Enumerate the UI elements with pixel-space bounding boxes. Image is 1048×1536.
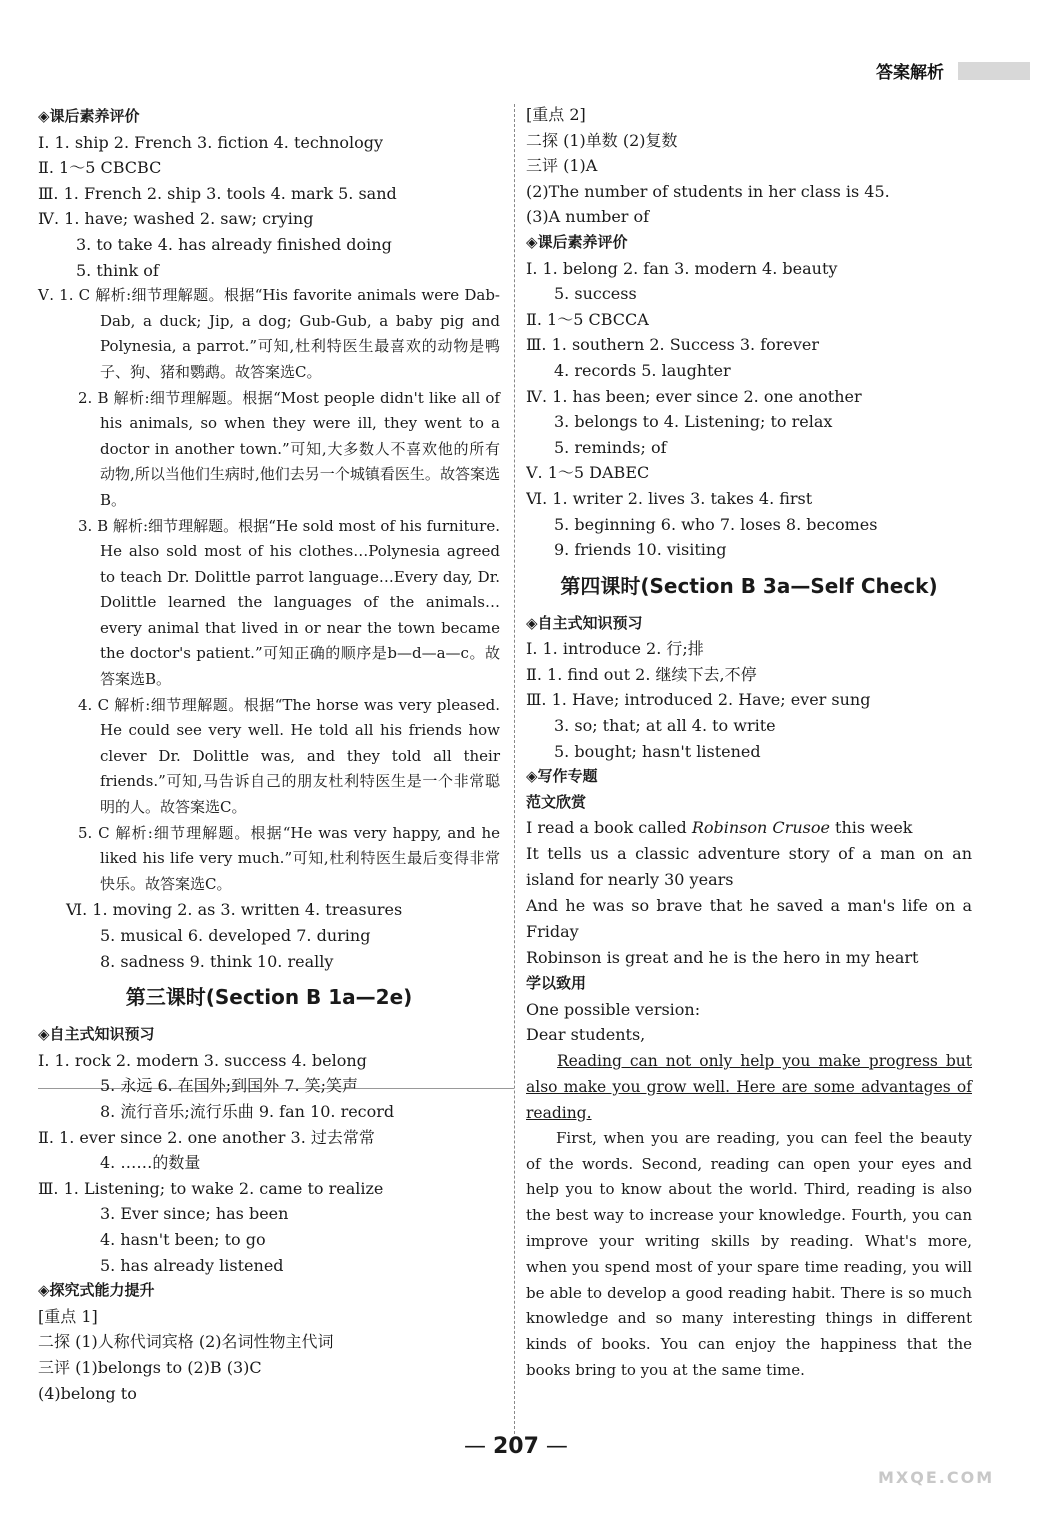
analysis-item: 4. C 解析:细节理解题。根据“The horse was very pleased. He could see very well. He told all his friends how clever Dr. Dolittle was, and they told all their friends.”可知,马告诉自己的朋友杜利特医生是一个非常聪明的人。故答案选C。	[78, 695, 500, 817]
right-column	[526, 102, 972, 1384]
answer-line: 3. to take 4. has already finished doing	[76, 234, 392, 254]
answer-line: Ⅰ. 1. introduce 2. 行;排	[526, 639, 704, 659]
answer-line: 5. beginning 6. who 7. loses 8. becomes	[554, 514, 878, 534]
answer-line: Ⅲ. 1. southern 2. Success 3. forever	[526, 335, 820, 355]
essay-text: I read a book called	[526, 818, 692, 838]
answer-line: Ⅰ. 1. rock 2. modern 3. success 4. belong	[38, 1050, 367, 1070]
answer-line: Ⅲ. 1. Listening; to wake 2. came to realize	[38, 1178, 384, 1198]
answer-line: Ⅱ. 1. find out 2. 继续下去,不停	[526, 664, 757, 684]
section-heading: ◈课后素养评价	[38, 107, 140, 125]
book-title: Robinson Crusoe	[691, 818, 830, 838]
analysis-item: Ⅴ. 1. C 解析:细节理解题。根据“His favorite animals were Dab-Dab, a duck; Jip, a dog; Gub-Gub, a baby pig and Polynesia, a parrot.”可知,杜利特医生最喜欢的动物是鸭子、狗、猪和鹦鹉。故答案选C。	[38, 286, 500, 381]
answer-line: [重点 1]	[38, 1306, 98, 1326]
answer-line: Ⅱ. 1～5 CBCBC	[38, 158, 162, 178]
answer-line: 8. 流行音乐;流行乐曲 9. fan 10. record	[100, 1101, 395, 1121]
answer-line: Ⅵ. 1. moving 2. as 3. written 4. treasures	[66, 900, 403, 920]
answer-line: 9. friends 10. visiting	[554, 540, 727, 560]
section-heading: ◈课后素养评价	[526, 232, 628, 251]
answer-line: (3)A number of	[526, 207, 650, 227]
essay-text: this week	[829, 818, 913, 838]
answer-line: Ⅱ. 1～5 CBCCA	[526, 309, 649, 329]
header-decoration-bar	[958, 62, 1030, 80]
answer-line: Ⅳ. 1. has been; ever since 2. one another	[526, 386, 862, 406]
answer-line: Ⅲ. 1. French 2. ship 3. tools 4. mark 5. sand	[38, 183, 397, 203]
answer-line: 二探 (1)单数 (2)复数	[526, 130, 678, 150]
answer-line: 4. ……的数量	[100, 1153, 201, 1173]
answer-line: 3. belongs to 4. Listening; to relax	[554, 412, 833, 432]
section-heading: ◈自主式知识预习	[526, 613, 643, 632]
answer-line: 3. so; that; at all 4. to write	[554, 716, 776, 736]
answer-line: Ⅴ. 1～5 DABEC	[526, 463, 650, 483]
essay-line: And he was so brave that he saved a man's life on a Friday	[526, 896, 972, 942]
answer-line: [重点 2]	[526, 105, 586, 124]
answer-line: 5. has already listened	[100, 1255, 284, 1275]
answer-line: 5. reminds; of	[554, 437, 667, 457]
lesson-title: 第三课时(Section B 1a—2e)	[125, 985, 413, 1010]
answer-line: 5. musical 6. developed 7. during	[100, 926, 371, 945]
section-heading: ◈探究式能力提升	[38, 1281, 155, 1300]
answer-line: (2)The number of students in her class is 45.	[526, 181, 890, 201]
answer-line: 5. 永远 6. 在国外;到国外 7. 笑;笑声	[100, 1076, 359, 1096]
essay-line: Dear students,	[526, 1025, 646, 1045]
left-column	[38, 104, 500, 1406]
answer-line: Ⅳ. 1. have; washed 2. saw; crying	[38, 209, 314, 229]
section-heading: ◈写作专题	[526, 767, 598, 786]
analysis-item: 2. B 解析:细节理解题。根据“Most people didn't like all of his animals, so when they were ill, they went to a doctor in another town.”可知,大多数人不喜欢他的所有动物,所以当他们生病时,他们去另一个城镇看医生。故答案选B。	[78, 388, 500, 509]
answer-line: 三评 (1)belongs to (2)B (3)C	[38, 1357, 262, 1377]
answer-line: (4)belong to	[38, 1383, 137, 1403]
header-section-tag: 答案解析	[876, 63, 944, 83]
lesson-title: 第四课时(Section B 3a—Self Check)	[560, 573, 938, 598]
essay-line: Robinson is great and he is the hero in my heart	[526, 948, 919, 968]
section-heading: ◈自主式知识预习	[38, 1025, 155, 1044]
essay-paragraph: First, when you are reading, you can feel the beauty of the words. Second, reading can open your eyes and help you to know about the world. Third, reading is also the best way to increase your knowledge. Fourth, you can improve your writing skills by reading. What's more, when you spend most of your spare time reading, you will be able to develop a good reading habit. There is so much knowledge and so many interesting things in different kinds of books. You can enjoy the happiness that the books bring to you at the same time.	[526, 1128, 972, 1379]
answer-line: Ⅱ. 1. ever since 2. one another 3. 过去常常	[38, 1127, 375, 1147]
watermark: MXQE.COM	[878, 1468, 995, 1487]
essay-paragraph-underlined: Reading can not only help you make progress but also make you grow well. Here are some advantages of reading.	[526, 1051, 972, 1122]
answer-line: Ⅵ. 1. writer 2. lives 3. takes 4. first	[526, 488, 813, 508]
answer-line: Ⅰ. 1. belong 2. fan 3. modern 4. beauty	[526, 258, 838, 278]
page-number: — 207 —	[464, 1434, 568, 1459]
column-divider	[514, 104, 515, 1434]
answer-line: 4. hasn't been; to go	[100, 1229, 266, 1249]
answer-line: 三评 (1)A	[526, 156, 598, 176]
answer-line: 5. success	[554, 284, 637, 304]
answer-line: Ⅲ. 1. Have; introduced 2. Have; ever sung	[526, 690, 871, 710]
analysis-item: 5. C 解析:细节理解题。根据“He was very happy, and he liked his life very much.”可知,杜利特医生最后变得非常快乐。故答案选C。	[78, 823, 500, 893]
answer-line: 5. think of	[76, 260, 159, 280]
essay-line	[526, 815, 972, 841]
answer-line: 二探 (1)人称代词宾格 (2)名词性物主代词	[38, 1332, 334, 1352]
answer-line: 4. records 5. laughter	[554, 360, 731, 380]
answer-line: 8. sadness 9. think 10. really	[100, 951, 334, 971]
answer-line: 5. bought; hasn't listened	[554, 741, 761, 761]
analysis-item: 3. B 解析:细节理解题。根据“He sold most of his furniture. He also sold most of his clothes…Polynesia agreed to teach Dr. Dolittle parrot language…Every day, Dr. Dolittle learned the languages of the animals…every animal that lived in or near the town became the doctor's patient.”可知正确的顺序是b—d—a—c。故答案选B。	[78, 516, 500, 689]
answer-line: Ⅰ. 1. ship 2. French 3. fiction 4. technology	[38, 132, 384, 152]
subsection-heading: 范文欣赏	[526, 792, 587, 811]
essay-line: It tells us a classic adventure story of a man on an island for nearly 30 years	[526, 844, 972, 890]
answer-line: 3. Ever since; has been	[100, 1204, 289, 1224]
essay-line: One possible version:	[526, 999, 701, 1019]
subsection-heading: 学以致用	[526, 974, 587, 993]
